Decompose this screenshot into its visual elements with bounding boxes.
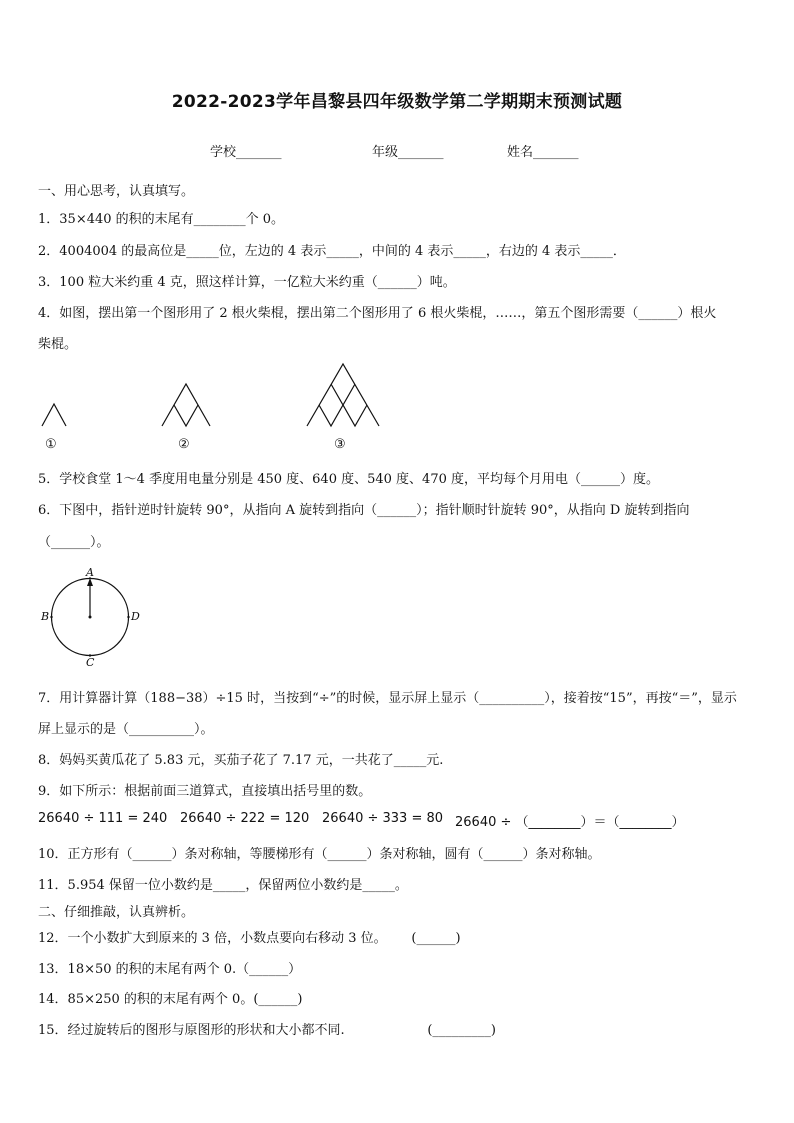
question-6-line-2: （______）。	[38, 535, 110, 550]
question-13: 13．18×50 的积的末尾有两个 0.（______）	[38, 962, 302, 977]
section-2-heading: 二、仔细推敲，认真辨析。	[38, 905, 195, 920]
dial-label-d: D	[131, 610, 140, 623]
question-12: 12．一个小数扩大到原来的 3 倍，小数点要向右移动 3 位。 (______)	[38, 931, 461, 946]
matchstick-figure-3	[307, 364, 379, 426]
question-7-line-1: 7．用计算器计算（188−38）÷15 时，当按到“÷”的时候，显示屏上显示（__________），接着按“15”，再按“＝”，显示	[38, 691, 737, 706]
dial-label-b: B	[41, 610, 50, 623]
equation-4: 26640 ÷ （________）＝（________）	[455, 815, 685, 830]
figure-label-2: ②	[178, 437, 190, 452]
question-1: 1．35×440 的积的末尾有________个 0。	[38, 212, 285, 227]
equation-1: 26640 ÷ 111 = 240	[38, 811, 168, 826]
section-1-heading: 一、用心思考，认真填写。	[38, 184, 195, 199]
name-field: 姓名_______	[507, 145, 579, 160]
dial-label-c: C	[86, 656, 95, 669]
question-8: 8．妈妈买黄瓜花了 5.83 元，买茄子花了 7.17 元，一共花了_____元.	[38, 753, 444, 768]
dial-drawing	[36, 566, 146, 670]
question-3: 3．100 粒大米约重 4 克，照这样计算，一亿粒大米约重（______）吨。	[38, 275, 456, 290]
page-title: 2022-2023学年昌黎县四年级数学第二学期期末预测试题	[171, 92, 623, 112]
figure-label-1: ①	[45, 437, 57, 452]
question-9: 9．如下所示：根据前面三道算式，直接填出括号里的数。	[38, 784, 372, 799]
dial-center	[89, 616, 92, 619]
figure-label-3: ③	[334, 437, 346, 452]
equation-3: 26640 ÷ 333 = 80	[322, 811, 444, 826]
matchstick-figure-2	[162, 384, 210, 426]
question-4-line-1: 4．如图，摆出第一个图形用了 2 根火柴棍，摆出第二个图形用了 6 根火柴棍，……，第五个图形需要（______）根火	[38, 306, 717, 321]
question-10: 10．正方形有（______）条对称轴，等腰梯形有（______）条对称轴，圆有（______）条对称轴。	[38, 847, 601, 862]
question-2: 2．4004004 的最高位是_____位，左边的 4 表示_____，中间的 4 表示_____，右边的 4 表示_____．	[38, 244, 626, 259]
equation-2: 26640 ÷ 222 = 120	[180, 811, 310, 826]
question-11: 11．5.954 保留一位小数约是_____，保留两位小数约是_____。	[38, 878, 408, 893]
question-4-line-2: 柴棍。	[38, 337, 78, 352]
matchstick-figure-1	[42, 404, 66, 426]
question-5: 5．学校食堂 1～4 季度用电量分别是 450 度、640 度、540 度、470 度，平均每个月用电（______）度。	[38, 472, 659, 487]
grade-field: 年级_______	[372, 145, 444, 160]
dial-label-a: A	[86, 566, 94, 579]
question-15: 15．经过旋转后的图形与原图形的形状和大小都不同. (_________)	[38, 1023, 496, 1038]
question-7-line-2: 屏上显示的是（__________）。	[38, 722, 214, 737]
school-field: 学校_______	[210, 145, 282, 160]
question-14: 14．85×250 的积的末尾有两个 0。(______)	[38, 992, 303, 1007]
question-6-line-1: 6．下图中，指针逆时针旋转 90°，从指向 A 旋转到指向（______）；指针顺时针旋转 90°，从指向 D 旋转到指向	[38, 503, 690, 518]
